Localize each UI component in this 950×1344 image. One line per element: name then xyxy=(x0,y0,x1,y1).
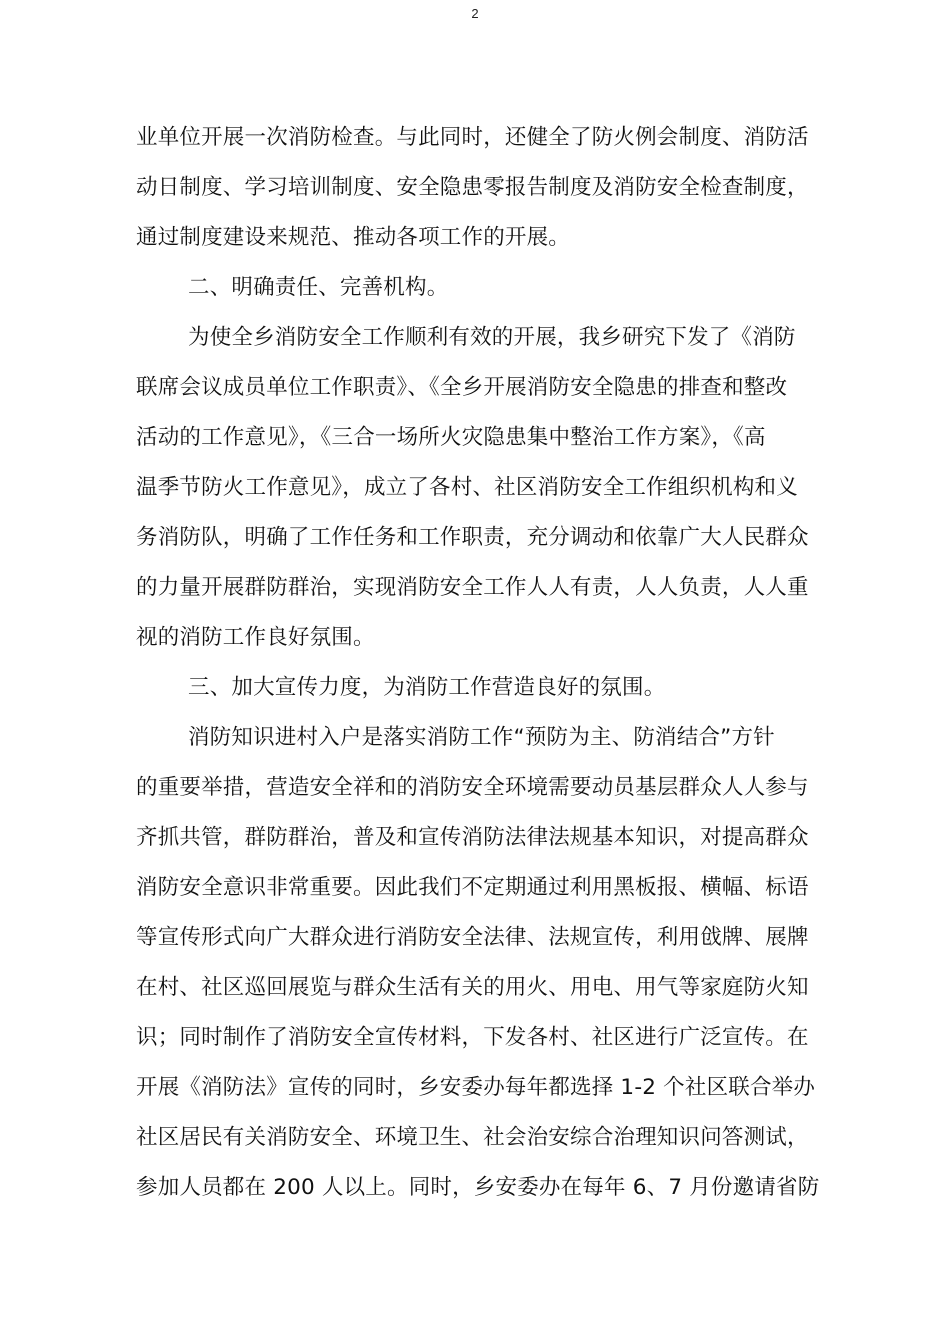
paragraph-start-line: 消防知识进村入户是落实消防工作“预防为主、防消结合”方针 xyxy=(188,725,775,750)
text-line: 参加人员都在 200 人以上。同时，乡安委办在每年 6、7 月份邀请省防 xyxy=(136,1175,820,1200)
text-line: 社区居民有关消防安全、环境卫生、社会治安综合治理知识问答测试， xyxy=(136,1125,809,1150)
text-line: 消防安全意识非常重要。因此我们不定期通过利用黑板报、横幅、标语 xyxy=(136,875,809,900)
text-line: 视的消防工作良好氛围。 xyxy=(136,625,375,650)
text-line: 联席会议成员单位工作职责》、《全乡开展消防安全隐患的排查和整改 xyxy=(136,375,788,400)
text-line: 的力量开展群防群治，实现消防安全工作人人有责，人人负责，人人重 xyxy=(136,575,809,600)
text-line: 务消防队，明确了工作任务和工作职责，充分调动和依靠广大人民群众 xyxy=(136,525,809,550)
text-line: 业单位开展一次消防检查。与此同时，还健全了防火例会制度、消防活 xyxy=(136,125,809,150)
section-heading: 二、明确责任、完善机构。 xyxy=(188,275,449,300)
text-line: 的重要举措，营造安全祥和的消防安全环境需要动员基层群众人人参与 xyxy=(136,775,809,800)
text-line: 识；同时制作了消防安全宣传材料，下发各村、社区进行广泛宣传。在 xyxy=(136,1025,809,1050)
page-number: 2 xyxy=(471,6,479,21)
text-line: 齐抓共管，群防群治，普及和宣传消防法律法规基本知识，对提高群众 xyxy=(136,825,809,850)
text-line: 在村、社区巡回展览与群众生活有关的用火、用电、用气等家庭防火知 xyxy=(136,975,809,1000)
text-line: 等宣传形式向广大群众进行消防安全法律、法规宣传，利用戗牌、展牌 xyxy=(136,925,809,950)
text-line: 温季节防火工作意见》，成立了各村、社区消防安全工作组织机构和义 xyxy=(136,475,798,500)
text-line: 活动的工作意见》，《三合一场所火灾隐患集中整治工作方案》，《高 xyxy=(136,425,766,450)
text-line: 动日制度、学习培训制度、安全隐患零报告制度及消防安全检查制度， xyxy=(136,175,809,200)
text-line: 开展《消防法》宣传的同时，乡安委办每年都选择 1-2 个社区联合举办 xyxy=(136,1075,816,1100)
section-heading: 三、加大宣传力度，为消防工作营造良好的氛围。 xyxy=(188,675,666,700)
paragraph-start-line: 为使全乡消防安全工作顺利有效的开展，我乡研究下发了《消防 xyxy=(188,325,796,350)
text-line: 通过制度建设来规范、推动各项工作的开展。 xyxy=(136,225,571,250)
